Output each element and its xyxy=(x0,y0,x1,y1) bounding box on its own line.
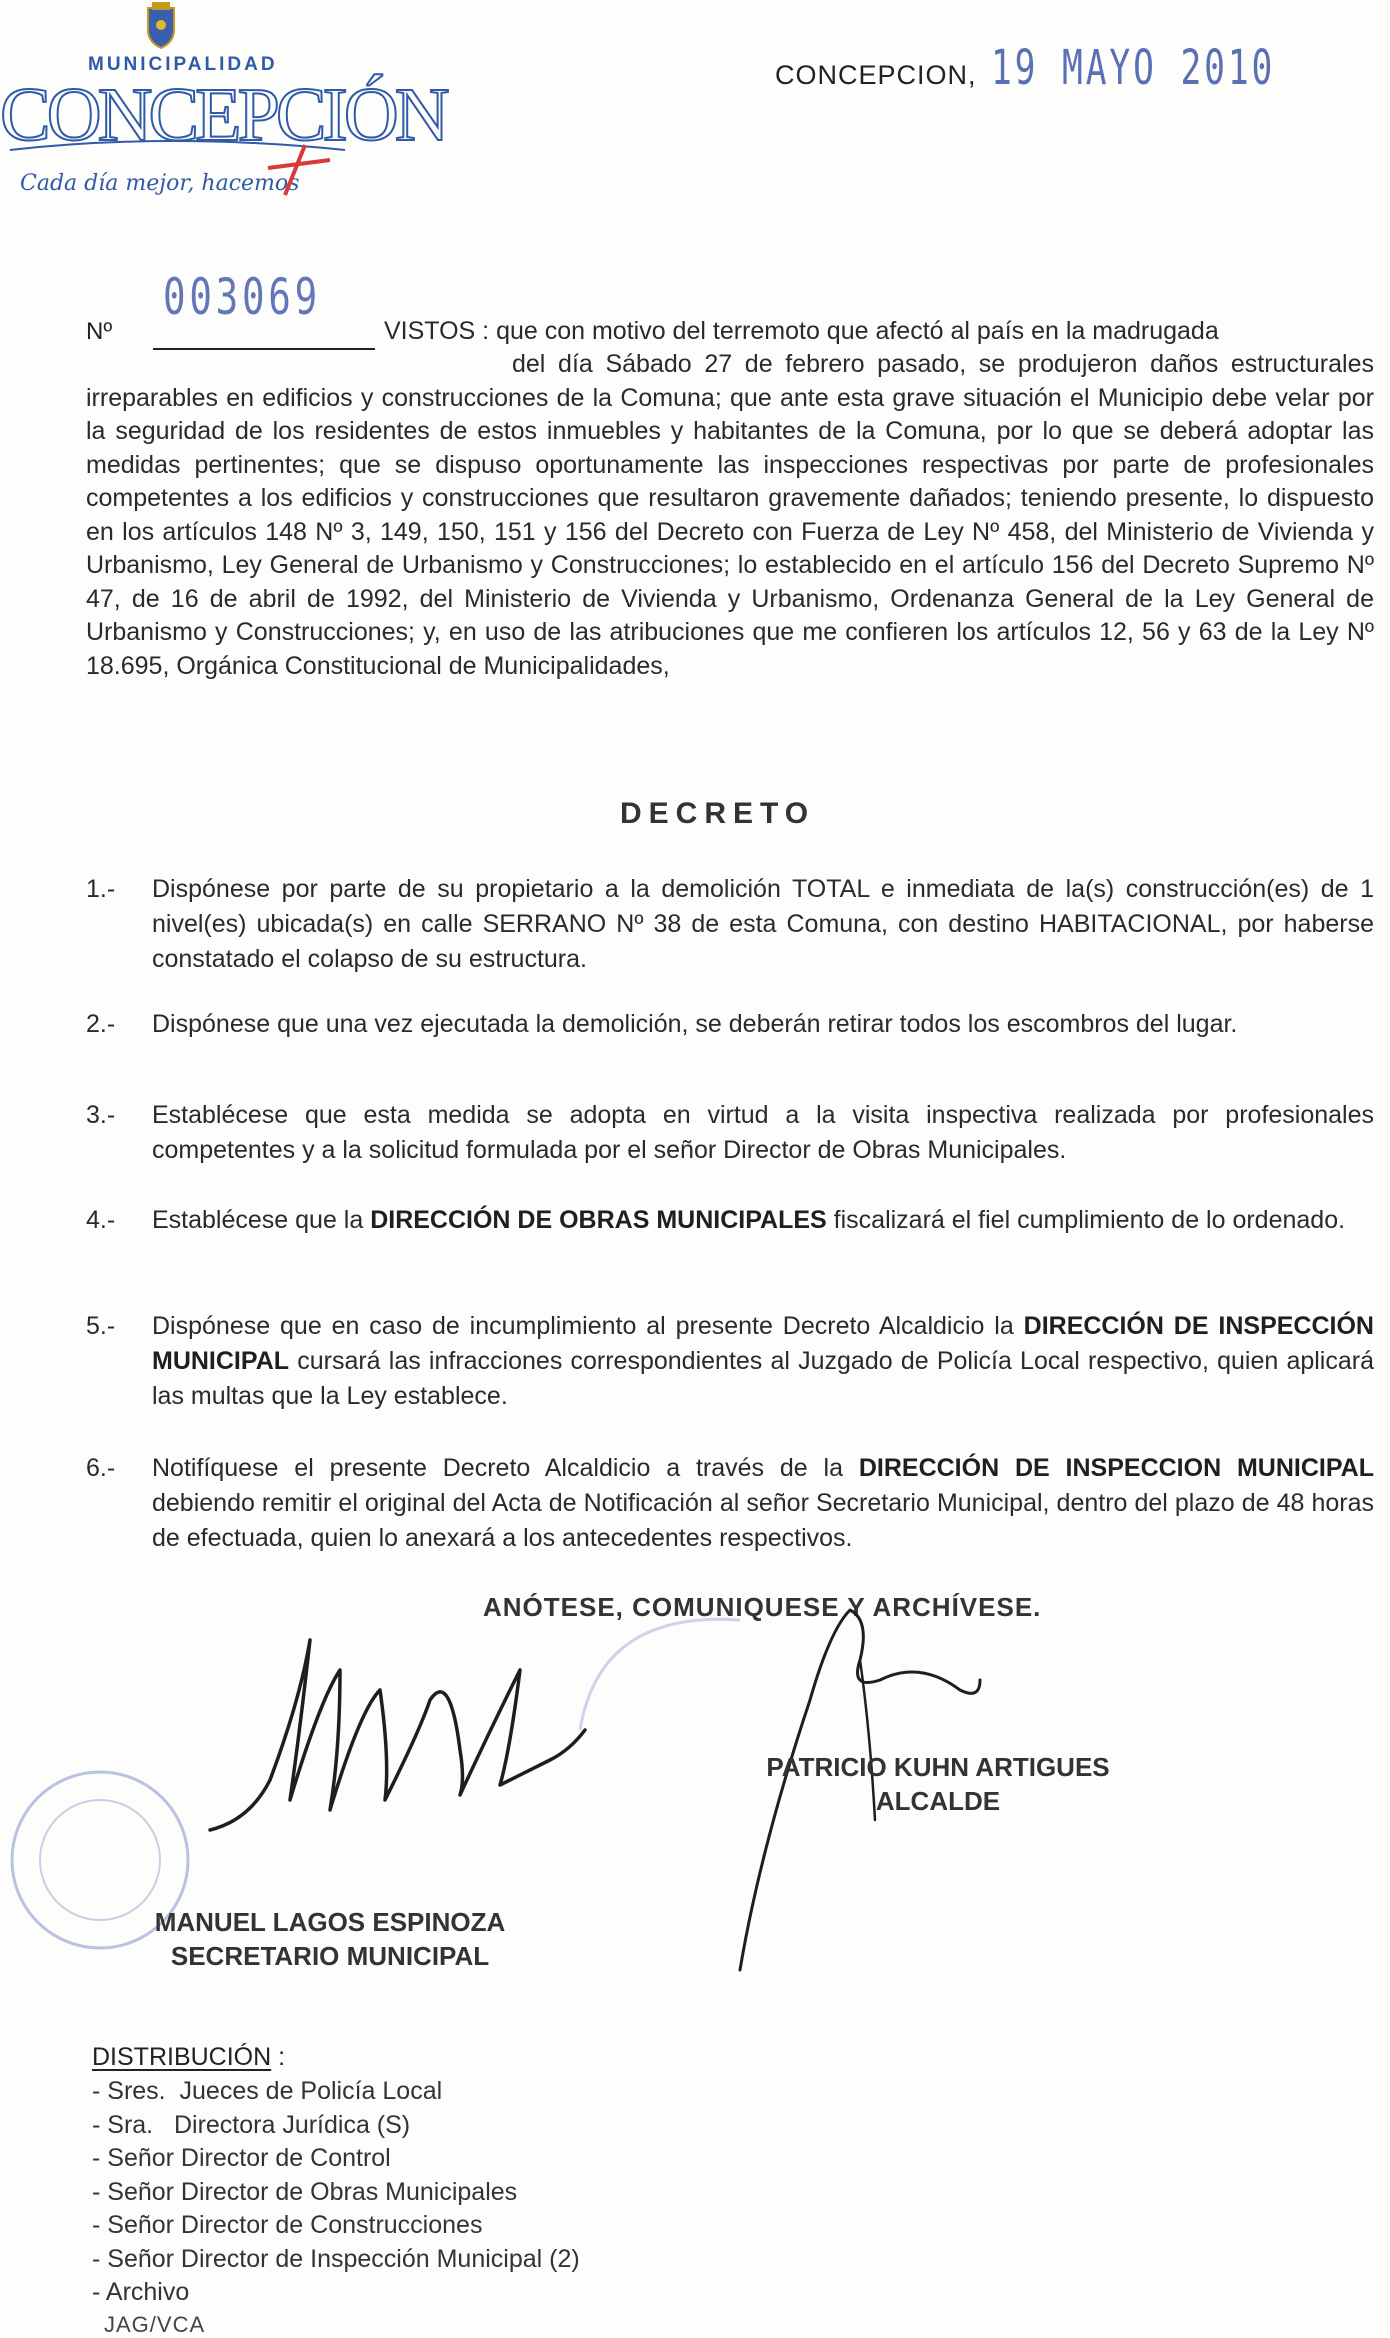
closing-formula: ANÓTESE, COMUNIQUESE Y ARCHÍVESE. xyxy=(483,1592,1042,1622)
distribution-item: - Señor Director de Construcciones xyxy=(92,2211,483,2239)
item-number: 4.- xyxy=(86,1206,116,1234)
svg-text:CONCEPCIÓN: CONCEPCIÓN xyxy=(0,73,446,157)
author-reference: JAG/VCA xyxy=(104,2312,206,2337)
item-text xyxy=(152,1203,1374,1238)
item-text-pre: Notifíquese el presente Decreto Alcaldicio a través de la xyxy=(152,1454,859,1482)
distribution-item: - Señor Director de Obras Municipales xyxy=(92,2177,518,2206)
secretario-name: MANUEL LAGOS ESPINOZA xyxy=(154,1907,506,1937)
distribution-item: - Señor Director de Control xyxy=(92,2144,391,2172)
municipality-logo xyxy=(0,0,446,210)
item-text: Establécese que esta medida se adopta en virtud a la visita inspectiva realizada por profesionales competentes y a la solicitud formulada por el señor Director de Obras Municipales. xyxy=(152,1101,1374,1164)
item-text-post: debiendo remitir el original del Acta de Notificación al señor Secretario Municipal, dentro del plazo de 48 horas de efectuada, quien lo anexará a los antecedentes respectivos. xyxy=(152,1489,1374,1552)
decree-title: DECRETO xyxy=(620,797,816,830)
distribution-item: - Sra. Directora Jurídica (S) xyxy=(92,2110,411,2139)
secretario-handwritten-signature xyxy=(190,1610,610,1850)
coat-of-arms-logo-graphic xyxy=(0,0,446,210)
vistos-first-line: VISTOS : que con motivo del terremoto que afectó al país en la madrugada xyxy=(384,317,1219,345)
date-header xyxy=(775,40,1385,100)
date-stamp: 19 MAYO 2010 xyxy=(990,40,1275,96)
distribution-title xyxy=(92,2043,285,2072)
item-number: 2.- xyxy=(86,1010,116,1038)
item-number: 3.- xyxy=(86,1101,116,1129)
item-text-post: fiscalizará el fiel cumplimiento de lo ordenado. xyxy=(826,1206,1346,1234)
vistos-body: del día Sábado 27 de febrero pasado, se produjeron daños estructurales irreparables en edificios y construcciones de la Comuna; que ante esta grave situación el Municipio debe velar por la seguridad de los residentes de estos inmuebles y habitantes de la Comuna, por lo que se deberá adoptar las medidas pertinentes; que se dispuso oportunamente las inspecciones respectivas por parte de profesionales competentes a los edificios y construcciones que resultaron gravemente dañados; teniendo presente, lo dispuesto en los artículos 148 Nº 3, 149, 150, 151 y 156 del Decreto con Fuerza de Ley Nº 458, del Ministerio de Vivienda y Urbanismo, Ley General de Urbanismo y Construcciones; lo establecido en el artículo 156 del Decreto Supremo Nº 47, de 16 de abril de 1992, del Ministerio de Vivienda y Urbanismo, Ordenanza General de la Ley General de Urbanismo y Construcciones; y, en uso de las atribuciones que me confieren los artículos 12, 56 y 63 de la Ley Nº 18.695, Orgánica Constitucional de Municipalidades, xyxy=(86,350,1374,680)
item-text: Dispónese por parte de su propietario a la demolición TOTAL e inmediata de la(s) construcción(es) de 1 nivel(es) ubicada(s) en calle SERRANO Nº 38 de esta Comuna, con destino HABITACIONAL, por haberse constatado el colapso de su estructura. xyxy=(152,875,1374,973)
alcalde-title: ALCALDE xyxy=(875,1786,1001,1816)
distribution-list xyxy=(92,2075,580,2310)
item-text xyxy=(152,1451,1374,1556)
coat-of-arms-icon xyxy=(148,2,174,48)
secretario-signature-block xyxy=(140,1905,520,1973)
item-text-pre: Establécese que la xyxy=(152,1206,371,1234)
item-number: 1.- xyxy=(86,875,116,903)
vistos-paragraph xyxy=(86,348,1374,683)
distribution-item: - Señor Director de Inspección Municipal (2) xyxy=(92,2244,580,2273)
distribution-title-text: DISTRIBUCIÓN xyxy=(92,2043,272,2071)
distribution-title-suffix: : xyxy=(271,2043,286,2071)
decree-number-label: Nº xyxy=(86,318,113,345)
alcalde-signature-block xyxy=(748,1750,1128,1818)
alcalde-name: PATRICIO KUHN ARTIGUES xyxy=(766,1752,1110,1782)
item-number: 6.- xyxy=(86,1454,116,1482)
distribution-item: - Sres. Jueces de Policía Local xyxy=(92,2077,443,2105)
item-number: 5.- xyxy=(86,1312,116,1340)
distribution-item: - Archivo xyxy=(92,2278,190,2306)
svg-text:Cada día mejor, hacemos: Cada día mejor, hacemos xyxy=(20,171,300,196)
city-label: CONCEPCION, xyxy=(775,60,977,90)
decree-number-stamp: 003069 xyxy=(163,268,321,326)
item-text: Dispónese que una vez ejecutada la demolición, se deberán retirar todos los escombros del lugar. xyxy=(152,1010,1238,1038)
item-text xyxy=(152,1309,1374,1414)
item-text-pre: Dispónese que en caso de incumplimiento al presente Decreto Alcaldicio la xyxy=(152,1312,1024,1340)
item-text-bold: DIRECCIÓN DE INSPECCIÓN MUNICIPAL xyxy=(152,1312,1374,1375)
svg-text:MUNICIPALIDAD: MUNICIPALIDAD xyxy=(88,54,278,75)
item-text-bold: DIRECCIÓN DE INSPECCION MUNICIPAL xyxy=(858,1454,1374,1482)
secretario-title: SECRETARIO MUNICIPAL xyxy=(170,1941,490,1971)
item-text-post: cursará las infracciones correspondientes al Juzgado de Policía Local respectivo, quien aplicará las multas que la Ley establece. xyxy=(152,1347,1374,1410)
item-text-bold: DIRECCIÓN DE OBRAS MUNICIPALES xyxy=(370,1206,827,1234)
